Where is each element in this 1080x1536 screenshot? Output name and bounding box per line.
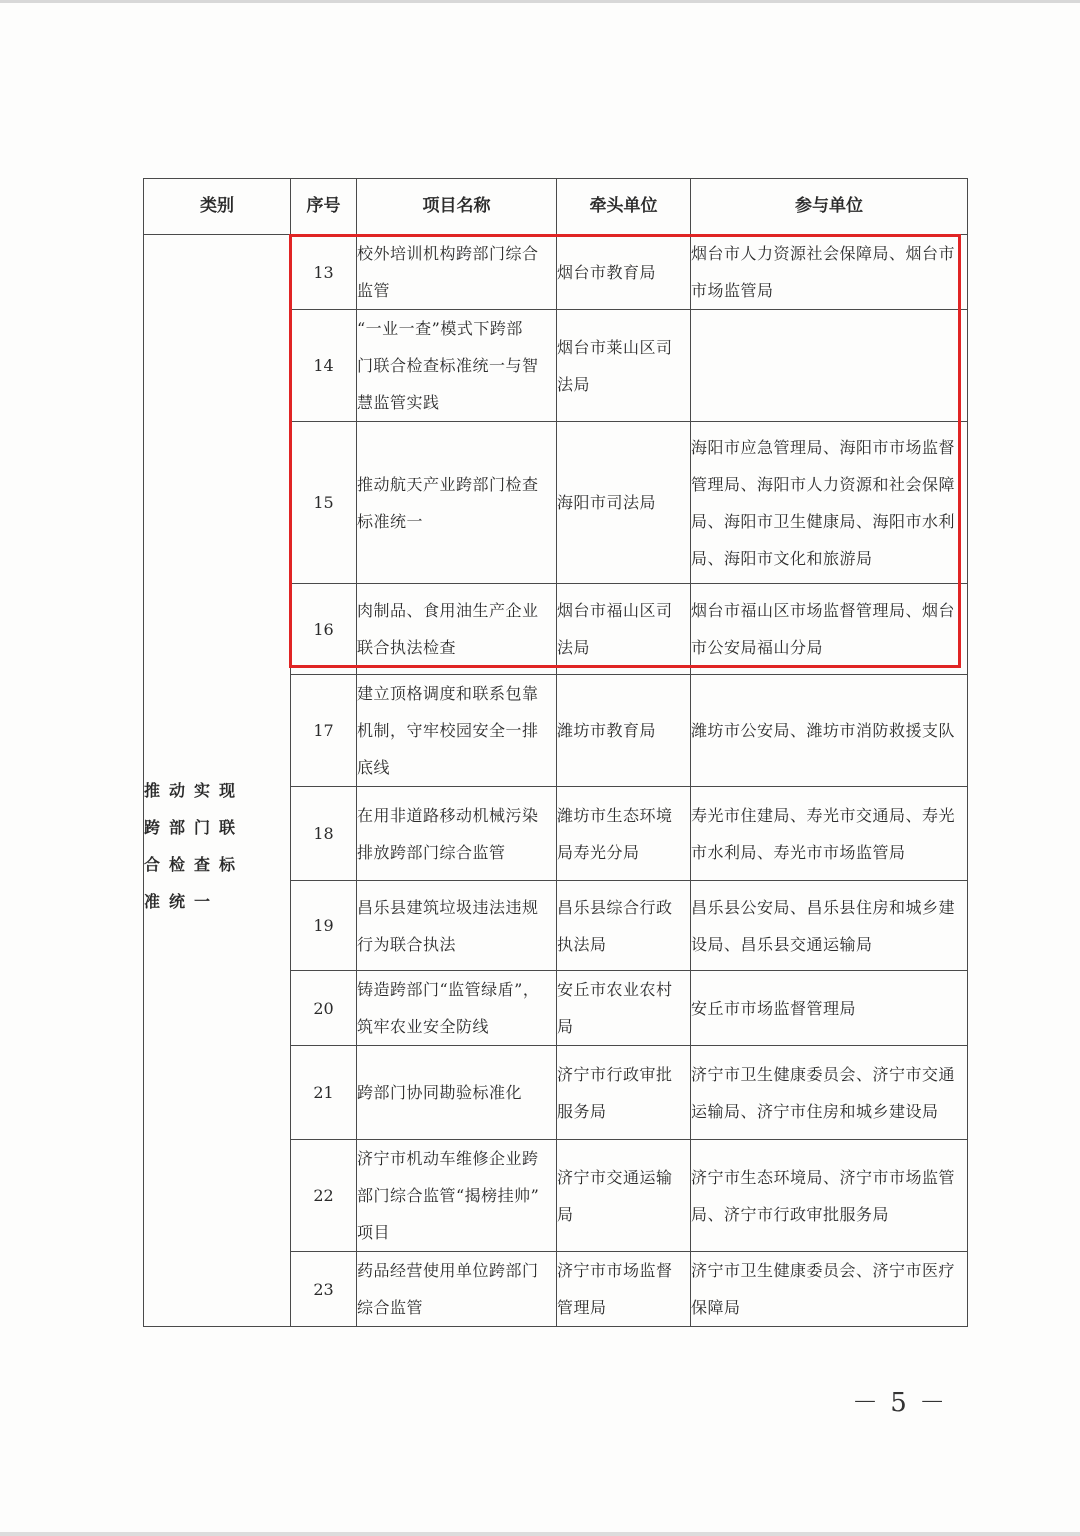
cell-line: 安丘市农业农村	[557, 980, 673, 999]
lead-unit-cell	[557, 422, 691, 584]
category-text	[144, 772, 290, 920]
cell-line: 排放跨部门综合监管	[357, 842, 506, 862]
cell-line: 管理局	[557, 1298, 607, 1317]
project-name-cell	[357, 310, 557, 422]
category-line: 推动实现	[144, 780, 245, 800]
cell-line: 济宁市生态环境局、济宁市市场监管	[691, 1167, 956, 1187]
cell-line: 潍坊市教育局	[557, 721, 657, 740]
page-number: － 5 －	[852, 1388, 948, 1418]
cell-line: 推动航天产业跨部门检查	[357, 474, 539, 494]
cell-line: 标准统一	[357, 511, 424, 531]
cell-line: 济宁市行政审批	[557, 1064, 673, 1084]
header-category: 类别	[144, 179, 291, 235]
cell-line: 监管	[357, 281, 391, 300]
lead-unit-cell	[557, 787, 691, 881]
cell-line: 济宁市卫生健康委员会、济宁市医疗	[691, 1261, 956, 1280]
cell-line: 昌乐县公安局、昌乐县住房和城乡建	[691, 897, 956, 917]
project-name-cell	[357, 1046, 557, 1140]
row-number: 22	[291, 1140, 357, 1252]
partner-units-cell	[691, 881, 968, 971]
row-number: 20	[291, 971, 357, 1046]
partner-units-cell	[691, 1046, 968, 1140]
cell-line: 行为联合执法	[357, 934, 457, 954]
partner-units-cell	[691, 422, 968, 584]
cell-line: 安丘市市场监督管理局	[691, 998, 857, 1018]
project-table	[143, 178, 968, 1327]
cell-line: 市水利局、寿光市市场监管局	[691, 842, 906, 862]
cell-line: 铸造跨部门“监管绿盾”，	[357, 980, 540, 999]
cell-line: 校外培训机构跨部门综合	[357, 244, 539, 263]
cell-line: 市场监管局	[691, 281, 774, 300]
cell-line: 肉制品、食用油生产企业	[357, 601, 539, 620]
lead-unit-cell	[557, 675, 691, 787]
header-lead-unit: 牵头单位	[557, 179, 691, 235]
cell-line: 建立顶格调度和联系包靠	[357, 684, 539, 703]
cell-line: 在用非道路移动机械污染	[357, 805, 539, 825]
row-number: 13	[291, 235, 357, 310]
cell-line: 局寿光分局	[557, 842, 640, 862]
cell-line: 市公安局福山分局	[691, 638, 824, 657]
category-cell	[144, 235, 291, 1327]
cell-line: 昌乐县综合行政	[557, 897, 673, 917]
cell-line: 法局	[557, 374, 591, 394]
lead-unit-cell	[557, 971, 691, 1046]
cell-line: 机制，守牢校园安全一排	[357, 721, 539, 740]
category-line: 合检查标	[144, 854, 245, 874]
row-number: 15	[291, 422, 357, 584]
cell-line: 局、海阳市卫生健康局、海阳市水利	[691, 511, 956, 531]
lead-unit-cell	[557, 235, 691, 310]
project-name-cell	[357, 787, 557, 881]
cell-line: 局	[557, 1017, 574, 1036]
lead-unit-cell	[557, 881, 691, 971]
cell-line: 跨部门协同勘验标准化	[357, 1083, 523, 1102]
cell-line: 药品经营使用单位跨部门	[357, 1261, 539, 1280]
scan-edge-bottom	[0, 1532, 1080, 1536]
cell-line: 局、海阳市文化和旅游局	[691, 548, 873, 568]
lead-unit-cell	[557, 1140, 691, 1252]
cell-line: 服务局	[557, 1101, 607, 1121]
partner-units-cell	[691, 584, 968, 675]
cell-line: 济宁市机动车维修企业跨	[357, 1149, 539, 1168]
lead-unit-cell	[557, 310, 691, 422]
row-number: 19	[291, 881, 357, 971]
cell-line: 运输局、济宁市住房和城乡建设局	[691, 1101, 939, 1121]
cell-line: 管理局、海阳市人力资源和社会保障	[691, 474, 956, 494]
cell-line: 潍坊市生态环境	[557, 805, 673, 825]
lead-unit-cell	[557, 1252, 691, 1327]
cell-line: 慧监管实践	[357, 393, 440, 412]
cell-line: 烟台市教育局	[557, 262, 657, 282]
cell-line: “一业一查”模式下跨部	[357, 319, 523, 338]
cell-line: 执法局	[557, 934, 607, 954]
category-line: 跨部门联	[144, 817, 245, 837]
row-number: 23	[291, 1252, 357, 1327]
row-number: 21	[291, 1046, 357, 1140]
cell-line: 筑牢农业安全防线	[357, 1017, 490, 1036]
cell-line: 保障局	[691, 1298, 741, 1317]
cell-line: 局、济宁市行政审批服务局	[691, 1204, 890, 1224]
partner-units-cell	[691, 675, 968, 787]
project-name-cell	[357, 1252, 557, 1327]
partner-units-cell	[691, 787, 968, 881]
table-header-row	[144, 179, 968, 235]
table-body	[144, 235, 968, 1327]
cell-line: 烟台市福山区司	[557, 601, 673, 620]
cell-line: 法局	[557, 638, 591, 657]
lead-unit-cell	[557, 584, 691, 675]
cell-line: 济宁市卫生健康委员会、济宁市交通	[691, 1064, 956, 1084]
cell-line: 门联合检查标准统一与智	[357, 356, 539, 375]
project-name-cell	[357, 675, 557, 787]
project-name-cell	[357, 1140, 557, 1252]
cell-line: 潍坊市公安局、潍坊市消防救援支队	[691, 721, 956, 740]
cell-line: 海阳市司法局	[557, 493, 657, 512]
partner-units-cell	[691, 235, 968, 310]
partner-units-cell	[691, 971, 968, 1046]
project-name-cell	[357, 235, 557, 310]
cell-line: 综合监管	[357, 1298, 424, 1317]
row-number: 17	[291, 675, 357, 787]
cell-line: 海阳市应急管理局、海阳市市场监督	[691, 437, 956, 457]
scan-edge-top	[0, 0, 1080, 3]
cell-line: 寿光市住建局、寿光市交通局、寿光	[691, 805, 956, 825]
partner-units-cell	[691, 310, 968, 422]
cell-line: 昌乐县建筑垃圾违法违规	[357, 897, 539, 917]
cell-line: 烟台市莱山区司	[557, 337, 673, 357]
project-name-cell	[357, 881, 557, 971]
cell-line: 部门综合监管“揭榜挂帅”	[357, 1186, 540, 1205]
cell-line: 设局、昌乐县交通运输局	[691, 934, 873, 954]
cell-line: 烟台市人力资源社会保障局、烟台市	[691, 244, 956, 263]
header-partner-units: 参与单位	[691, 179, 968, 235]
project-name-cell	[357, 971, 557, 1046]
category-line: 准统一	[144, 891, 220, 911]
lead-unit-cell	[557, 1046, 691, 1140]
row-number: 18	[291, 787, 357, 881]
cell-line: 局	[557, 1204, 574, 1224]
partner-units-cell	[691, 1252, 968, 1327]
cell-line: 项目	[357, 1223, 391, 1242]
row-number: 14	[291, 310, 357, 422]
header-number: 序号	[291, 179, 357, 235]
cell-line: 济宁市交通运输	[557, 1167, 673, 1187]
table-row	[144, 235, 968, 310]
project-name-cell	[357, 584, 557, 675]
cell-line: 联合执法检查	[357, 638, 457, 657]
header-project-name: 项目名称	[357, 179, 557, 235]
cell-line: 底线	[357, 758, 391, 777]
project-name-cell	[357, 422, 557, 584]
partner-units-cell	[691, 1140, 968, 1252]
row-number: 16	[291, 584, 357, 675]
cell-line: 济宁市市场监督	[557, 1261, 673, 1280]
cell-line: 烟台市福山区市场监督管理局、烟台	[691, 601, 956, 620]
